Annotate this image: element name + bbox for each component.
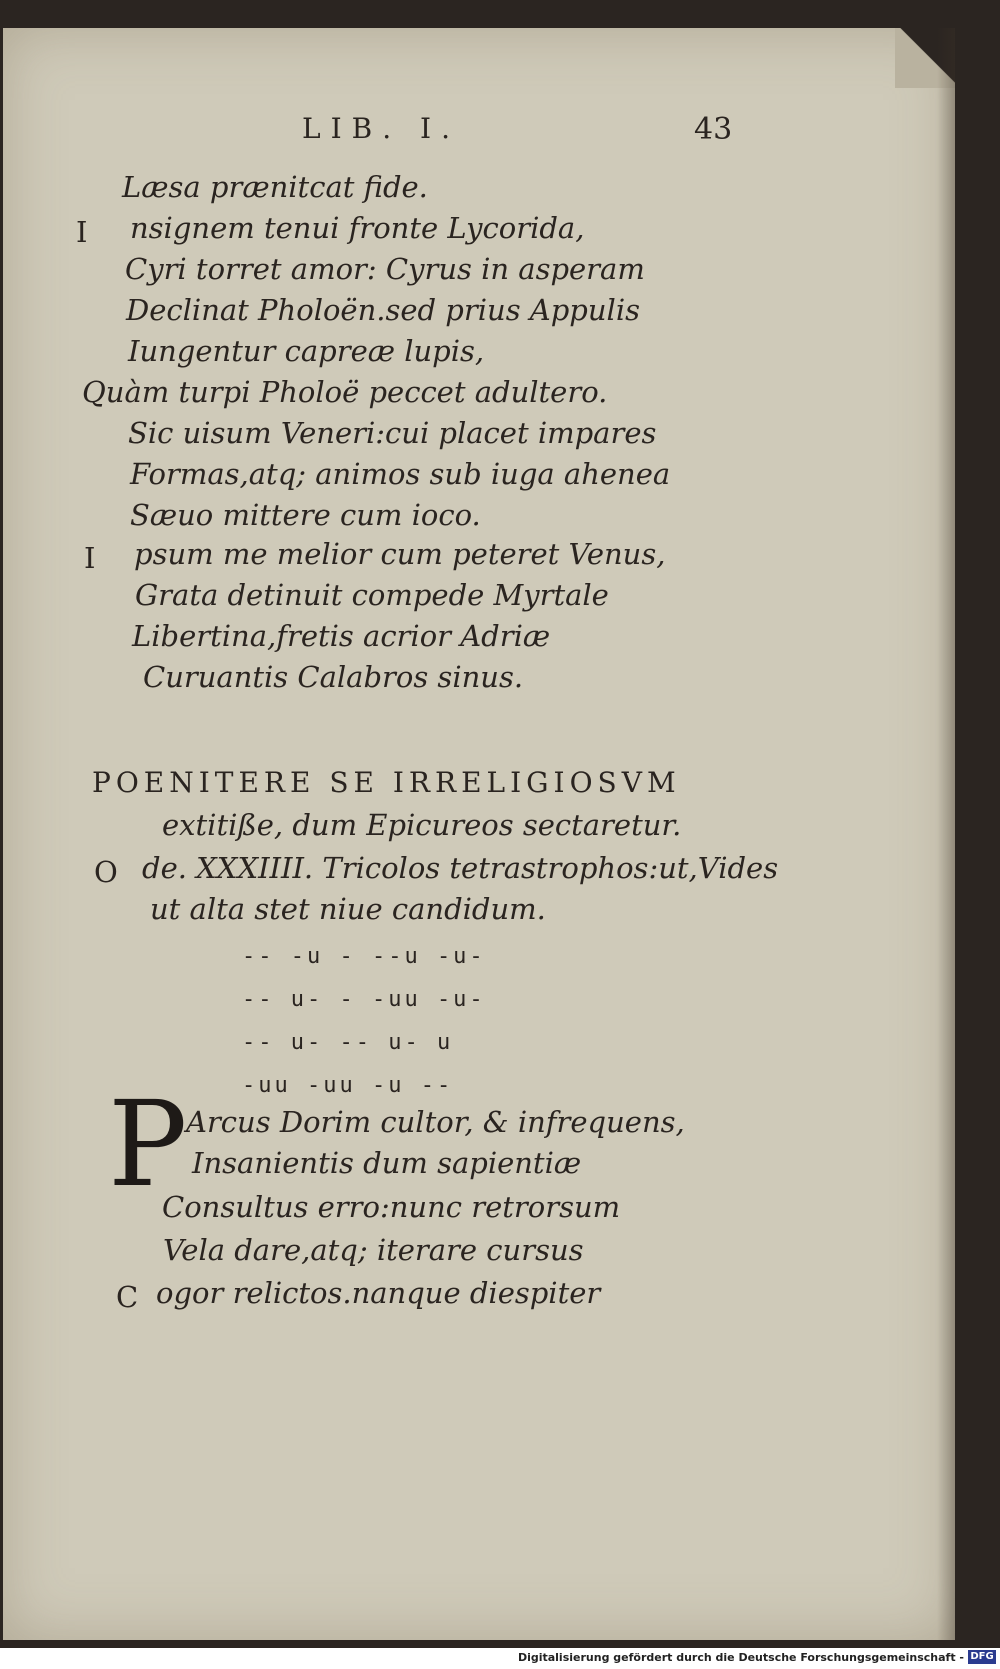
verse-line: Arcus Dorim cultor, & infrequens, (186, 1105, 685, 1139)
verse-line: Vela dare,atq; iterare cursus (163, 1233, 584, 1267)
ode-number-line2: ut alta stet niue candidum. (150, 892, 546, 926)
verse-line: Iungentur capreæ lupis, (128, 334, 485, 368)
gutter-shadow (937, 28, 955, 1640)
verse-line: Læsa prænitcat fide. (122, 170, 428, 204)
drop-cap: P (108, 1075, 188, 1213)
ode-initial: O (94, 855, 118, 889)
verse-line: Insanientis dum sapientiæ (192, 1146, 582, 1180)
ode-number-line: de. XXXIIII. Tricolos tetrastrophos:ut,Vides (142, 851, 779, 885)
verse-line: Formas,atq; animos sub iuga ahenea (130, 457, 671, 491)
verse-line: Quàm turpi Pholoë peccet adultero. (82, 375, 608, 409)
meter-line: -- u- - -uu -u- (242, 987, 486, 1012)
strophe-initial: I (76, 215, 88, 249)
verse-line: ogor relictos.nanque diespiter (156, 1276, 601, 1310)
meter-line: -uu -uu -u -- (242, 1073, 454, 1098)
meter-line: -- u- -- u- u (242, 1030, 454, 1055)
verse-line: Consultus erro:nunc retrorsum (162, 1190, 621, 1224)
verse-line: Curuantis Calabros sinus. (143, 660, 524, 694)
verse-line: Grata detinuit compede Myrtale (135, 578, 609, 612)
verse-line: Libertina,fretis acrior Adriæ (132, 619, 551, 653)
page-number: 43 (694, 112, 733, 147)
ode-title: POENITERE SE IRRELIGIOSVM (92, 766, 681, 799)
verse-line: nsignem tenui fronte Lycorida, (130, 211, 585, 245)
verse-line: Cyri torret amor: Cyrus in asperam (125, 252, 645, 286)
verse-line: Declinat Pholoën.sed prius Appulis (126, 293, 640, 327)
strophe-initial: C (116, 1280, 139, 1314)
running-title: LIB. I. (302, 112, 460, 145)
meter-line: -- -u - --u -u- (242, 944, 486, 969)
strophe-initial: I (84, 541, 96, 575)
dfg-logo: DFG (968, 1650, 996, 1664)
verse-line: Sæuo mittere cum ioco. (130, 498, 481, 532)
verse-line: Sic uisum Veneri:cui placet impares (128, 416, 657, 450)
verse-line: psum me melior cum peteret Venus, (134, 537, 666, 571)
digitization-credit: Digitalisierung gefördert durch die Deutsche Forschungsgemeinschaft - (517, 1651, 964, 1664)
ode-title-line2: extitiße, dum Epicureos sectaretur. (162, 808, 682, 842)
